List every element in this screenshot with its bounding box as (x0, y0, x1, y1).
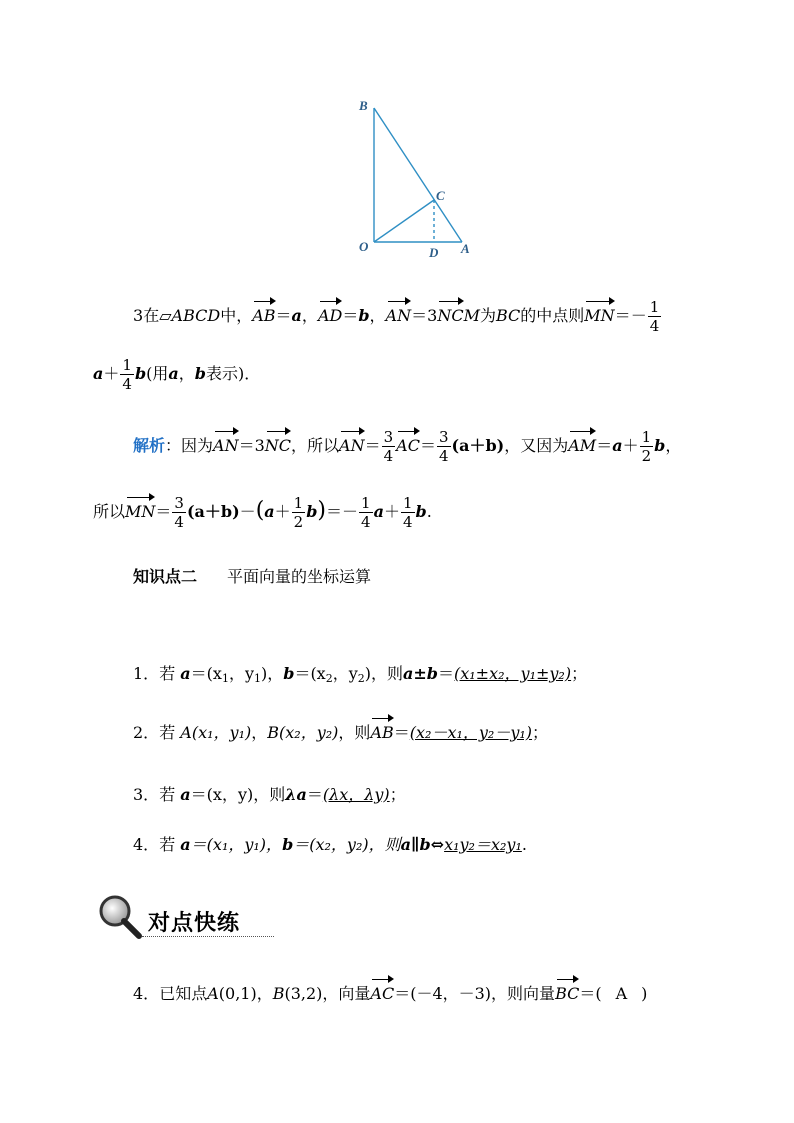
rule-3-answer: (λx，λy) (322, 785, 390, 804)
fraction-three-quarters: $\frac{3}{4}$ (383, 428, 394, 465)
segment-ba (374, 108, 462, 242)
section-heading (133, 567, 371, 587)
fraction-one-quarter-4: $\frac{1}{4}$ (402, 494, 413, 531)
fraction-one-quarter: $\frac{1}{4}$ (649, 298, 660, 335)
vector-mn: MN (584, 306, 615, 325)
practice-title: 对点快练 (148, 911, 241, 936)
vector-nc: NC (437, 306, 464, 325)
q3-line2: a＋ $\frac{1}{4}$ b(用a，b表示)． (93, 356, 261, 393)
rule-2: 2．若 A(x₁，y₁)，B(x₂，y₂)，则AB＝(x₂－x₁，y₂－y₁)； (133, 723, 549, 742)
vector-ab: AB (252, 306, 276, 325)
magnifier-icon (95, 892, 145, 942)
practice-underline (142, 936, 274, 937)
label-d: D (429, 245, 439, 260)
fraction-three-quarters-3: $\frac{3}{4}$ (174, 494, 184, 531)
solution-line2: 所以MN＝ $\frac{3}{4}$ (a＋b)－(a＋ $\frac{1}{2}$ b)＝－ $\frac{1}{4}$ a＋ $\frac{1}{4}$ b. (93, 494, 432, 531)
solution-line1: 解析：因为AN＝3NC，所以AN＝ $\frac{3}{4}$ AC＝ $\frac{3}{4}$ (a＋b)，又因为AM＝a＋ $\frac{1}{2}$ b， (133, 428, 682, 465)
fraction-three-quarters-2: $\frac{3}{4}$ (438, 428, 449, 465)
section-subtitle: 平面向量的坐标运算 (227, 567, 372, 586)
rule-1-answer: (x₁±x₂，y₁±y₂) (454, 664, 572, 683)
fraction-one-quarter-3: $\frac{1}{4}$ (361, 494, 371, 531)
rule-4: 4．若 a＝(x₁，y₁)，b＝(x₂，y₂)，则a∥b⇔x₁y₂＝x₂y₁. (133, 835, 527, 854)
rule-3: 3．若 a＝(x，y)，则λa＝(λx，λy)； (133, 785, 406, 804)
q4-answer: A (615, 984, 628, 1003)
label-o: O (359, 239, 369, 254)
triangle-figure (350, 94, 480, 264)
segment-oc (374, 200, 434, 242)
section-title: 知识点二 (133, 567, 198, 586)
fraction-one-half: $\frac{1}{2}$ (641, 428, 652, 465)
rule-2-answer: (x₂－x₁，y₂－y₁) (409, 723, 533, 742)
label-a: A (461, 241, 470, 256)
fraction-one-half-2: $\frac{1}{2}$ (293, 494, 304, 531)
label-c: C (436, 188, 445, 203)
label-b: B (359, 98, 368, 113)
vector-ad: AD (317, 306, 343, 325)
rule-1: 1．若 $a=(x_1$，$y_1$)，$b=(x_2$，$y_2$)，则a±b＝(x₁±x₂，y₁±y₂)； (133, 664, 588, 685)
q4-line: 4．已知点A(0,1)，B(3,2)，向量AC＝(－4，－3)，则向量BC＝( A ) (133, 984, 648, 1003)
rule-4-answer: x₁y₂＝x₂y₁ (444, 835, 522, 854)
vector-an: AN (385, 306, 412, 325)
fraction-one-quarter-2: $\frac{1}{4}$ (122, 356, 132, 393)
solution-label: 解析 (133, 436, 166, 455)
q3-line1: 3在▱ABCD中，AB＝a，AD＝b，AN＝3NCM为BC的中点则MN＝－ $\frac{1}{4}$ (133, 298, 660, 335)
